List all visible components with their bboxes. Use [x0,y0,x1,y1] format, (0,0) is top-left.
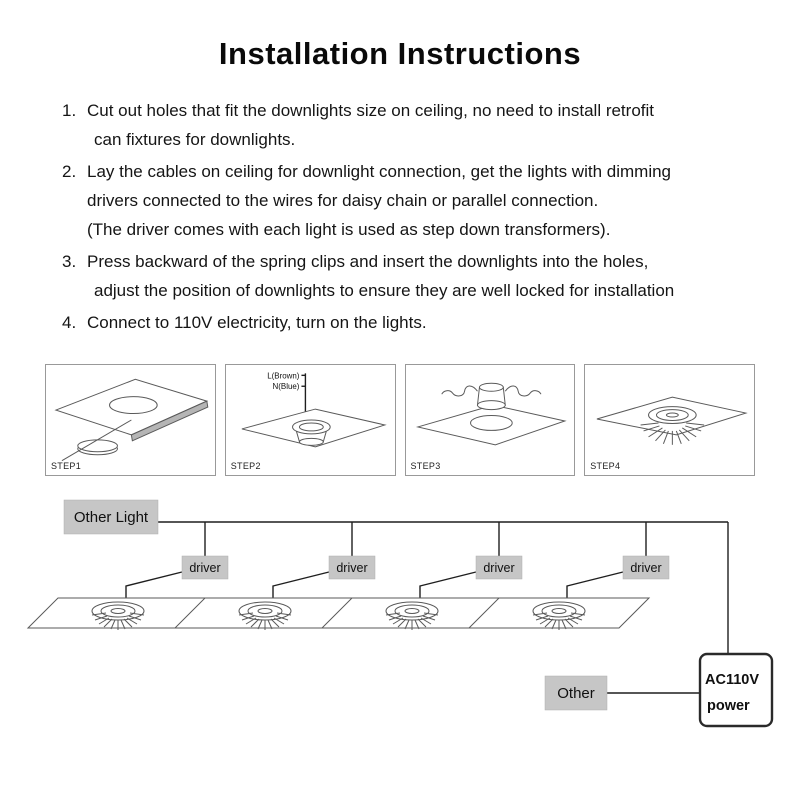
instruction-line: adjust the position of downlights to ensure they are well locked for installation [94,281,675,300]
step-diagrams [45,364,755,476]
other-label: Other [557,685,595,702]
instruction-item-3 [62,247,745,305]
instruction-list [62,96,745,337]
step2-wiring-diagram [226,365,395,475]
instruction-item-1 [62,96,745,154]
step2-label: STEP2 [230,461,261,471]
driver-label: driver [630,561,662,575]
step1-cutout-diagram [46,365,215,475]
instruction-number: 3. [62,252,77,271]
step3-spring-clip-diagram [406,365,575,475]
instruction-item-2 [62,157,745,244]
step4-installed-light-diagram [585,365,754,475]
instruction-number: 1. [62,101,77,120]
downlight-graphic [469,598,649,630]
other-light-label: Other Light [73,509,149,526]
driver-label: driver [483,561,515,575]
instruction-line: Lay the cables on ceiling for downlight connection, get the lights with dimming [87,162,672,181]
instruction-line: (The driver comes with each light is used as step down transformers). [87,220,611,239]
step3-label: STEP3 [410,461,441,471]
step1-box [45,364,216,476]
page-title: Installation Instructions [218,36,582,71]
instruction-line: Cut out holes that fit the downlights size on ceiling, no need to install retrofit [87,101,654,120]
driver-label: driver [189,561,221,575]
instruction-line: Press backward of the spring clips and insert the downlights into the holes, [87,252,649,271]
live-wire-label: L(Brown) [267,371,300,381]
neutral-wire-label: N(Blue) [272,382,300,392]
instruction-line: Connect to 110V electricity, turn on the lights. [87,313,427,332]
driver-label: driver [336,561,368,575]
wiring-diagram [0,488,800,764]
wiring-diagram-section [0,488,800,764]
power-label-line1: AC110V [705,672,760,688]
instruction-number: 4. [62,313,77,332]
step2-box [225,364,396,476]
instruction-line: can fixtures for downlights. [94,130,296,149]
instruction-line: drivers connected to the wires for daisy chain or parallel connection. [87,191,599,210]
step4-box [584,364,755,476]
power-box [700,654,772,726]
step3-box [405,364,576,476]
instruction-number: 2. [62,162,77,181]
instruction-item-4 [62,308,745,337]
step4-label: STEP4 [590,461,621,471]
step1-label: STEP1 [51,461,82,471]
power-label-line2: power [707,698,750,714]
